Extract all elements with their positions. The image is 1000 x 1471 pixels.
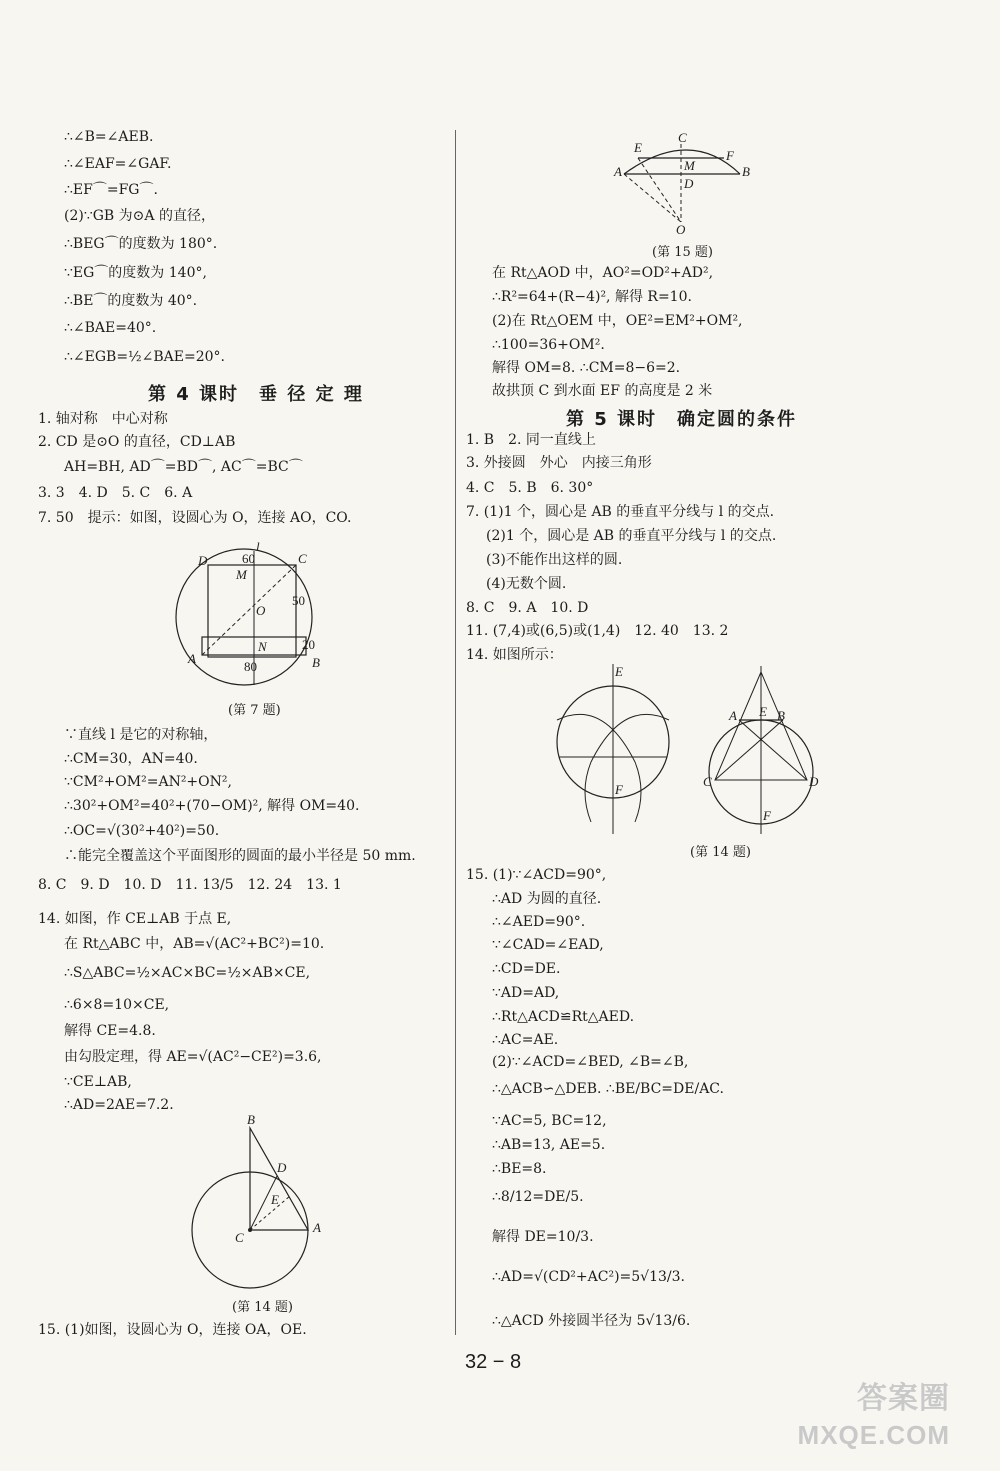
text-line: ∵AC=5, BC=12, [492,1113,607,1129]
fig15-label-A: A [614,164,622,179]
figure-caption: (第 15 题) [652,245,713,260]
fig7-label-C: C [298,551,307,566]
text-line: 4. C 5. B 6. 30° [466,480,594,496]
text-line: (2)∵∠ACD=∠BED, ∠B=∠B, [492,1054,689,1070]
fig14l-label-C: C [235,1230,244,1245]
text-line: ∴6×8=10×CE, [64,997,170,1013]
text-line: 2. CD 是⊙O 的直径，CD⊥AB [38,434,236,450]
text-line: (2)1 个，圆心是 AB 的垂直平分线与 l 的交点. [486,528,777,544]
fig14l-label-E: E [271,1192,279,1207]
text-line: ∴OC=√(30²+40²)=50. [64,823,220,839]
text-line: ∴CD=DE. [492,961,561,977]
text-line: ∴能完全覆盖这个平面图形的圆面的最小半径是 50 mm. [64,848,416,864]
fig7-label-O: O [256,603,266,618]
fig15-label-C: C [678,130,687,145]
section-heading: 第 5 课时 确定圆的条件 [566,409,798,430]
figure-15-diagram [612,130,772,240]
fig14r-label-F: F [763,808,771,823]
fig14r-label-F-left: F [615,782,623,797]
fig7-label-M: M [236,567,247,582]
text-line: ∵AD=AD, [492,985,560,1001]
text-line: ∵∠CAD=∠EAD, [492,937,604,953]
text-line: ∴∠B=∠AEB. [64,129,154,145]
text-line: ∴AD 为圆的直径. [492,891,602,907]
text-line: 解得 CE=4.8. [64,1023,156,1039]
text-line: ∵CM²+OM²=AN²+ON², [64,774,232,790]
text-line: ∴R²=64+(R−4)², 解得 R=10. [492,289,692,305]
text-line: ∴CM=30，AN=40. [64,751,198,767]
text-line: ∴BEG⌒的度数为 180°. [64,236,218,252]
text-line: 8. C 9. A 10. D [466,600,589,616]
fig15-label-D: D [684,176,694,191]
fig7-label-80: 80 [244,659,257,674]
text-line: ∴BE=8. [492,1161,547,1177]
text-line: ∴∠EGB=½∠BAE=20°. [64,349,225,365]
text-line: ∴∠EAF=∠GAF. [64,156,172,172]
text-line: ∴AD=√(CD²+AC²)=5√13/3. [492,1269,685,1285]
fig7-label-60: 60 [242,551,255,566]
fig14l-label-D: D [277,1160,287,1175]
fig7-label-B: B [312,655,320,670]
figure-caption: (第 7 题) [228,703,281,718]
text-line: ∴100=36+OM². [492,337,605,353]
fig7-label-50: 50 [292,593,305,608]
text-line: ∴AD=2AE=7.2. [64,1097,174,1113]
fig14r-label-C: C [703,774,712,789]
text-line: ∵直线 l 是它的对称轴， [64,727,218,743]
text-line: ∵EG⌒的度数为 140°, [64,265,207,281]
figure-7-diagram [172,539,322,695]
figure-caption: (第 14 题) [232,1300,293,1315]
watermark [798,1381,950,1453]
fig14l-label-A: A [313,1220,321,1235]
text-line: 7. 50 提示：如图，设圆心为 O，连接 AO，CO. [38,510,352,526]
text-line: ∴∠BAE=40°. [64,320,157,336]
section-heading: 第 4 课时 垂 径 定 理 [148,384,364,405]
figure-caption: (第 14 题) [690,845,751,860]
text-line: 解得 DE=10/3. [492,1229,594,1245]
text-line: 15. (1)∵∠ACD=90°, [466,867,607,883]
fig7-label-20: 20 [302,637,315,652]
text-line: ∴S△ABC=½×AC×BC=½×AB×CE, [64,965,311,981]
fig14r-label-B: B [777,708,785,723]
text-line: 15. (1)如图，设圆心为 O，连接 OA，OE. [38,1322,307,1338]
fig15-label-O: O [676,222,686,237]
text-line: 3. 外接圆 外心 内接三角形 [466,455,652,471]
text-line: ∴AB=13, AE=5. [492,1137,606,1153]
watermark-url: MXQE.COM [797,1420,950,1450]
text-line: 8. C 9. D 10. D 11. 13/5 12. 24 13. 1 [38,877,342,893]
text-line: ∴AC=AE. [492,1032,559,1048]
figure-14-left-diagram [185,1112,335,1288]
text-line: ∴∠AED=90°. [492,914,586,930]
fig15-label-F: F [726,148,734,163]
fig7-label-l: l [256,539,260,554]
text-line: 解得 OM=8. ∴CM=8−6=2. [492,360,681,376]
text-line: 在 Rt△AOD 中，AO²=OD²+AD², [492,265,714,281]
text-line: ∴Rt△ACD≌Rt△AED. [492,1009,635,1025]
text-line: (4)无数个圆. [486,576,567,592]
column-divider [455,130,456,1335]
text-line: 1. B 2. 同一直线上 [466,432,596,448]
fig14r-label-D: D [809,774,819,789]
text-line: (2)在 Rt△OEM 中，OE²=EM²+OM², [492,313,743,329]
text-line: 3. 3 4. D 5. C 6. A [38,485,193,501]
fig14l-label-B: B [247,1112,255,1127]
fig15-label-M: M [684,158,695,173]
figure-14-right-diagram [555,662,819,837]
text-line: 故拱顶 C 到水面 EF 的高度是 2 米 [492,383,713,399]
text-line: ∵CE⊥AB, [64,1074,132,1090]
text-line: 11. (7,4)或(6,5)或(1,4) 12. 40 13. 2 [466,623,729,639]
watermark-logo-text: 答案圈 [857,1382,950,1415]
text-line: 在 Rt△ABC 中，AB=√(AC²+BC²)=10. [64,936,325,952]
page-number: 32 − 8 [465,1351,522,1373]
text-line: 14. 如图所示： [466,647,563,663]
text-line: (3)不能作出这样的圆. [486,552,623,568]
fig14r-label-E: E [759,704,767,719]
fig7-label-A: A [188,651,196,666]
fig14r-label-A: A [729,708,737,723]
text-line: ∴EF⌒=FG⌒. [64,182,158,198]
text-line: ∴30²+OM²=40²+(70−OM)², 解得 OM=40. [64,798,360,814]
text-line: 1. 轴对称 中心对称 [38,411,168,427]
text-line: 由勾股定理，得 AE=√(AC²−CE²)=3.6, [64,1049,322,1065]
text-line: (2)∵GB 为⊙A 的直径， [64,208,215,224]
text-line: 7. (1)1 个，圆心是 AB 的垂直平分线与 l 的交点. [466,504,775,520]
fig15-label-B: B [742,164,750,179]
text-line: AH=BH, AD⌒=BD⌒, AC⌒=BC⌒ [64,459,303,475]
text-line: ∴△ACD 外接圆半径为 5√13/6. [492,1313,691,1329]
fig14r-label-E-top: E [615,664,623,679]
fig7-label-N: N [258,639,267,654]
text-line: ∴△ACB∽△DEB. ∴BE/BC=DE/AC. [492,1081,724,1097]
fig15-label-E: E [634,140,642,155]
text-line: ∴8/12=DE/5. [492,1189,584,1205]
text-line: ∴BE⌒的度数为 40°. [64,293,198,309]
fig7-label-D: D [198,553,208,568]
text-line: 14. 如图，作 CE⊥AB 于点 E, [38,911,232,927]
